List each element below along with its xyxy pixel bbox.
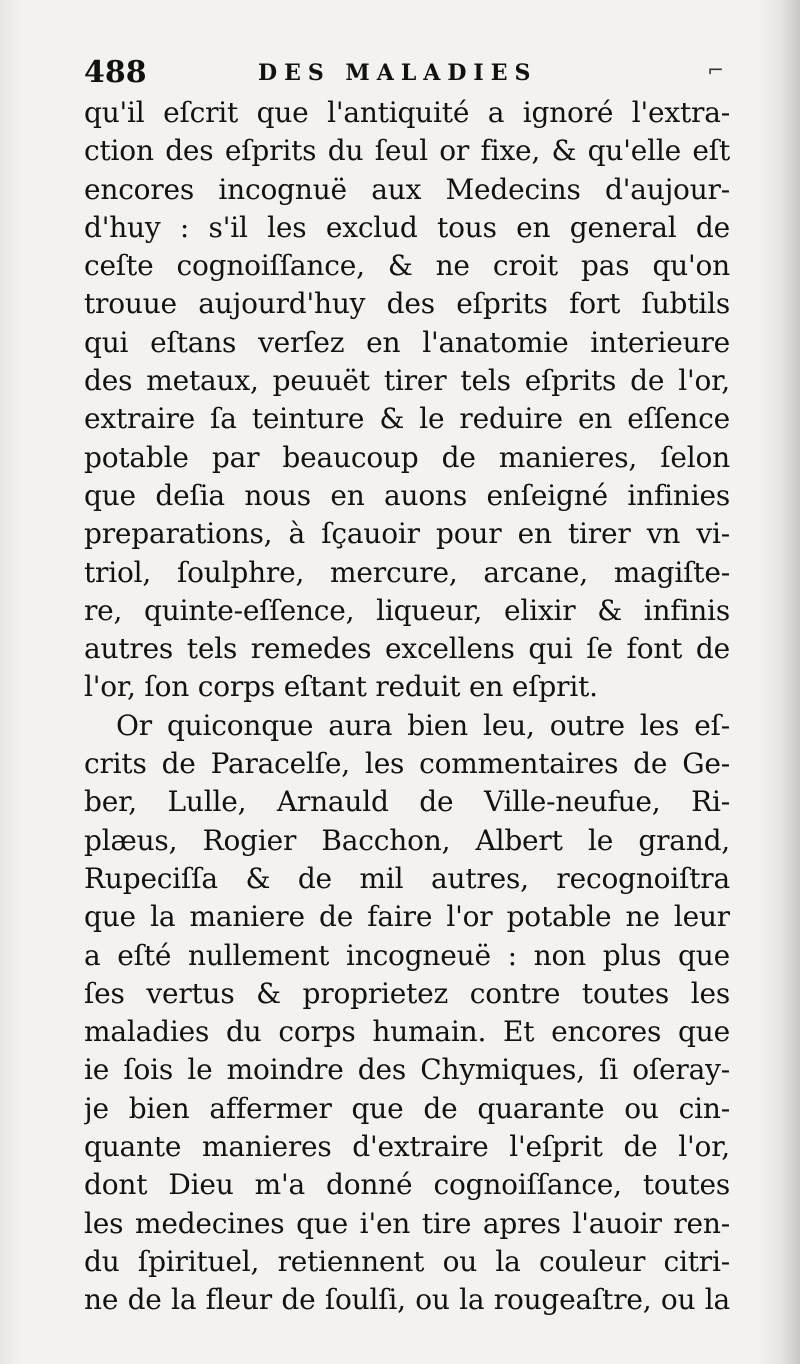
- page-number: 488: [84, 55, 147, 90]
- running-head: DES MALADIES: [258, 60, 538, 86]
- text-line: Rupeciſſa & de mil autres, recognoiſtra: [84, 861, 730, 895]
- text-line: autres tels remedes excellens qui ſe font de: [84, 632, 730, 666]
- page-shadow-left: [0, 0, 20, 1364]
- text-line: que la maniere de faire l'or potable ne leur: [84, 900, 730, 934]
- text-line: des metaux, peuuët tirer tels eſprits de l'or,: [84, 364, 730, 398]
- text-line: que deſia nous en auons enſeigné infinies: [84, 478, 730, 512]
- text-line: qui eſtans verſez en l'anatomie interieure: [84, 325, 730, 359]
- text-line: crits de Paracelſe, les commentaires de Ge-: [84, 747, 730, 781]
- text-line: preparations, à ſçauoir pour en tirer vn vi-: [84, 517, 730, 551]
- text-line: re, quinte-eſſence, liqueur, elixir & infinis: [84, 593, 730, 627]
- text-line: ie ſois le moindre des Chymiques, ſi oſeray-: [84, 1053, 730, 1087]
- text-line: qu'il eſcrit que l'antiquité a ignoré l'extra-: [84, 96, 730, 129]
- text-line: du ſpirituel, retiennent ou la couleur citri-: [84, 1244, 730, 1278]
- text-line: a eſté nullement incogneuë : non plus que: [84, 938, 730, 972]
- text-line: maladies du corps humain. Et encores que: [84, 1015, 730, 1049]
- text-line: je bien affermer que de quarante ou cin-: [84, 1091, 730, 1125]
- text-line: trouue aujourd'huy des eſprits fort ſubtils: [84, 287, 730, 321]
- text-line: quante manieres d'extraire l'eſprit de l'or,: [84, 1130, 730, 1164]
- text-line: dont Dieu m'a donné cognoiſſance, toutes: [84, 1168, 730, 1202]
- text-line: ceſte cognoiſſance, & ne croit pas qu'on: [84, 249, 730, 283]
- text-line: ſes vertus & proprietez contre toutes les: [84, 976, 730, 1010]
- text-line: ction des eſprits du ſeul or fixe, & qu'elle eſt: [84, 134, 730, 168]
- text-line: ber, Lulle, Arnauld de Ville-neufue, Ri-: [84, 785, 730, 819]
- body-text: [84, 94, 730, 1320]
- text-line: potable par beaucoup de manieres, ſelon: [84, 440, 730, 474]
- text-line: extraire ſa teinture & le reduire en eſſence: [84, 402, 730, 436]
- text-line: d'huy : s'il les exclud tous en general de: [84, 210, 730, 244]
- text-line: ne de la fleur de ſoulſi, ou la rougeaſtre, ou la: [84, 1283, 730, 1317]
- text-line: triol, ſoulphre, mercure, arcane, magiſte-: [84, 555, 730, 589]
- page-header: [84, 52, 724, 94]
- text-line-paragraph-start: Or quiconque aura bien leu, outre les eſ-: [116, 708, 730, 742]
- corner-mark: ⌐: [707, 58, 724, 82]
- text-line: encores incognuë aux Medecins d'aujour-: [84, 172, 730, 206]
- text-line: plæus, Rogier Bacchon, Albert le grand,: [84, 823, 730, 857]
- text-line: les medecines que i'en tire apres l'auoir ren-: [84, 1206, 730, 1240]
- text-line-paragraph-end: l'or, ſon corps eſtant reduit en eſprit.: [84, 670, 598, 704]
- page-shadow-right: [758, 0, 800, 1364]
